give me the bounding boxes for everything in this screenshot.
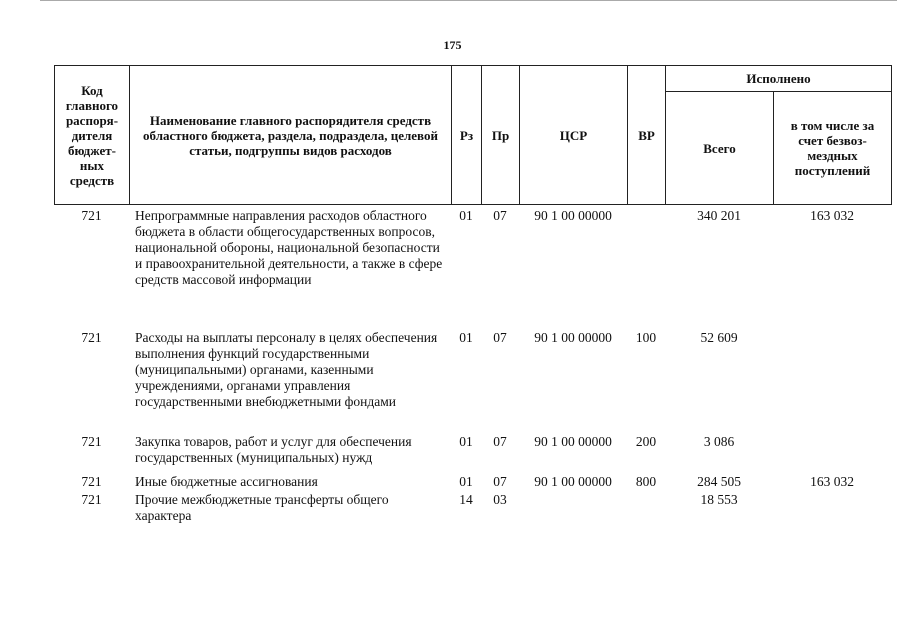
header-free: в том числе за счет безвоз-мездных поступлений: [774, 92, 892, 205]
cell-free: 163 032: [810, 208, 854, 223]
table-body: [54, 206, 891, 526]
cell-csr: [519, 492, 627, 526]
cell-code: 721: [81, 330, 102, 345]
cell-name: Иные бюджетные ассигнования: [135, 474, 318, 489]
cell-free: [773, 328, 891, 432]
cell-code: 721: [81, 474, 102, 489]
cell-name: Прочие межбюджетные трансферты общего характера: [135, 492, 389, 523]
cell-total: 52 609: [700, 330, 738, 345]
cell-code: 721: [81, 208, 102, 223]
cell-free: [773, 432, 891, 472]
cell-vr: [627, 206, 665, 328]
cell-csr: 90 1 00 00000: [534, 474, 612, 489]
cell-csr: 90 1 00 00000: [534, 434, 612, 449]
table-header: [54, 65, 892, 205]
header-executed: Исполнено: [666, 66, 892, 92]
cell-total: 3 086: [703, 434, 735, 449]
header-csr: ЦСР: [520, 66, 628, 205]
header-rz: Рз: [452, 66, 482, 205]
cell-csr: 90 1 00 00000: [534, 330, 612, 345]
header-vr: ВР: [628, 66, 666, 205]
header-pr: Пр: [482, 66, 520, 205]
cell-code: 721: [81, 492, 102, 507]
cell-rz: 01: [459, 434, 473, 449]
header-name: Наименование главного распорядителя средств областного бюджета, раздела, подраздела, целевой статьи, подгруппы видов расходов: [130, 66, 452, 205]
table-row: [54, 206, 891, 328]
cell-pr: 07: [493, 330, 507, 345]
cell-rz: 01: [459, 208, 473, 223]
table-row: [54, 432, 891, 472]
cell-free: 163 032: [810, 474, 854, 489]
cell-pr: 07: [493, 474, 507, 489]
cell-total: 18 553: [700, 492, 738, 507]
cell-rz: 01: [459, 474, 473, 489]
cell-vr: 100: [635, 330, 657, 345]
cell-code: 721: [81, 434, 102, 449]
cell-name: Закупка товаров, работ и услуг для обеспечения государственных (муниципальных) нужд: [135, 434, 412, 465]
cell-vr: 800: [635, 474, 657, 489]
table-row: [54, 328, 891, 432]
cell-free: [773, 492, 891, 526]
cell-vr: [627, 492, 665, 526]
cell-csr: 90 1 00 00000: [534, 208, 612, 223]
top-rule: [40, 0, 897, 2]
cell-pr: 07: [493, 208, 507, 223]
page-number: 175: [443, 38, 462, 52]
cell-total: 340 201: [697, 208, 741, 223]
table-row: [54, 492, 891, 526]
cell-name: Непрограммные направления расходов областного бюджета в области общегосударственных вопросов, национальной обороны, национальной безопасности и правоохранительной деятельности, а также в сфере средств массовой информации: [135, 208, 443, 287]
cell-name: Расходы на выплаты персоналу в целях обеспечения выполнения функций государственными (муниципальными) органами, казенными учреждениями, органами управления государственными внебюджетными фондами: [135, 330, 438, 409]
cell-pr: 07: [493, 434, 507, 449]
cell-total: 284 505: [697, 474, 741, 489]
cell-rz: 01: [459, 330, 473, 345]
cell-vr: 200: [635, 434, 657, 449]
cell-pr: 03: [493, 492, 507, 507]
header-total: Всего: [666, 92, 774, 205]
table-row: [54, 472, 891, 492]
header-code: Код главного распоря-дителя бюджет-ных средств: [55, 66, 130, 205]
cell-rz: 14: [459, 492, 473, 507]
